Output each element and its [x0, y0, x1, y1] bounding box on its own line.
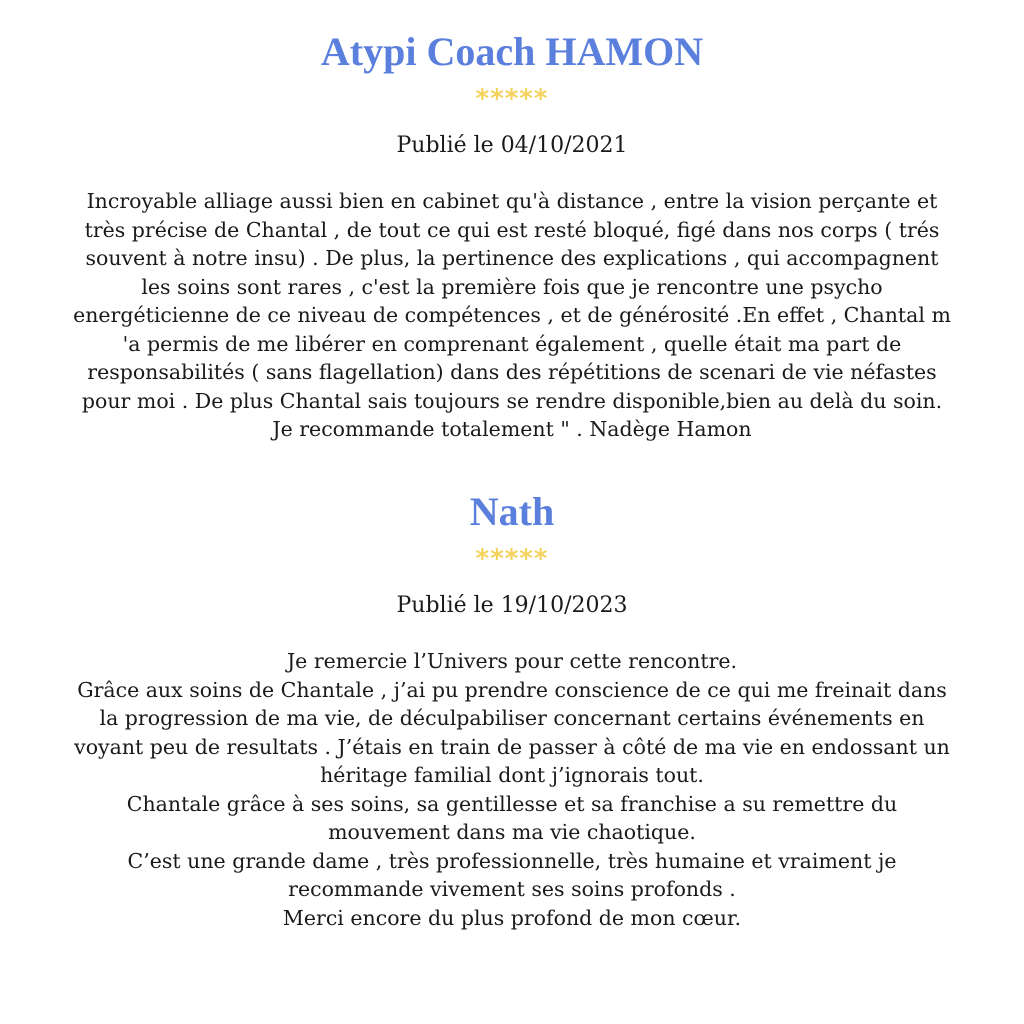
review-text [0, 187, 1024, 444]
review-line: C’est une grande dame , très professionnelle, très humaine et vraiment je [127, 848, 897, 873]
review-line: energéticienne de ce niveau de compétences , et de générosité .En effet , Chantal m [73, 303, 951, 327]
review-line: voyant peu de resultats . J’étais en train de passer à côté de ma vie en endossant un [74, 734, 950, 759]
review-line: Je remercie l’Univers pour cette rencontre. [286, 649, 738, 673]
publish-date: Publié le 19/10/2023 [396, 593, 628, 618]
review-line: la progression de ma vie, de déculpabiliser concernant certains événements en [99, 706, 925, 730]
review-line: Merci encore du plus profond de mon cœur. [282, 905, 742, 930]
review-author: Atypi Coach HAMON [320, 29, 704, 74]
review-line: héritage familial dont j’ignorais tout. [320, 763, 704, 787]
review-line: mouvement dans ma vie chaotique. [328, 820, 696, 844]
review-line: pour moi . De plus Chantal sais toujours se rendre disponible,bien au delà du soin. [81, 388, 943, 413]
star-rating: ***** [475, 84, 549, 114]
review-text [0, 647, 1024, 932]
review-line: 'a permis de me libérer en comprenant également , quelle était ma part de [122, 331, 902, 356]
publish-date: Publié le 04/10/2021 [396, 133, 628, 158]
review-card [0, 488, 1024, 932]
review-line: Grâce aux soins de Chantale , j’ai pu prendre conscience de ce qui me freinait dans [77, 677, 947, 702]
review-line: recommande vivement ses soins profonds . [288, 877, 736, 901]
review-line: les soins sont rares , c'est la première fois que je rencontre une psycho [141, 274, 883, 299]
review-line: Incroyable alliage aussi bien en cabinet qu'à distance , entre la vision perçante et [86, 189, 938, 213]
review-author: Nath [469, 489, 555, 534]
review-line: Je recommande totalement " . Nadège Hamon [272, 417, 752, 441]
star-rating: ***** [475, 544, 549, 574]
review-card [0, 28, 1024, 444]
review-line: souvent à notre insu) . De plus, la pertinence des explications , qui accompagnent [85, 246, 939, 270]
review-line: responsabilités ( sans flagellation) dans des répétitions de scenari de vie néfastes [87, 360, 937, 384]
review-line: très précise de Chantal , de tout ce qui est resté bloqué, figé dans nos corps ( trés [84, 217, 940, 242]
review-line: Chantale grâce à ses soins, sa gentillesse et sa franchise a su remettre du [126, 791, 898, 816]
